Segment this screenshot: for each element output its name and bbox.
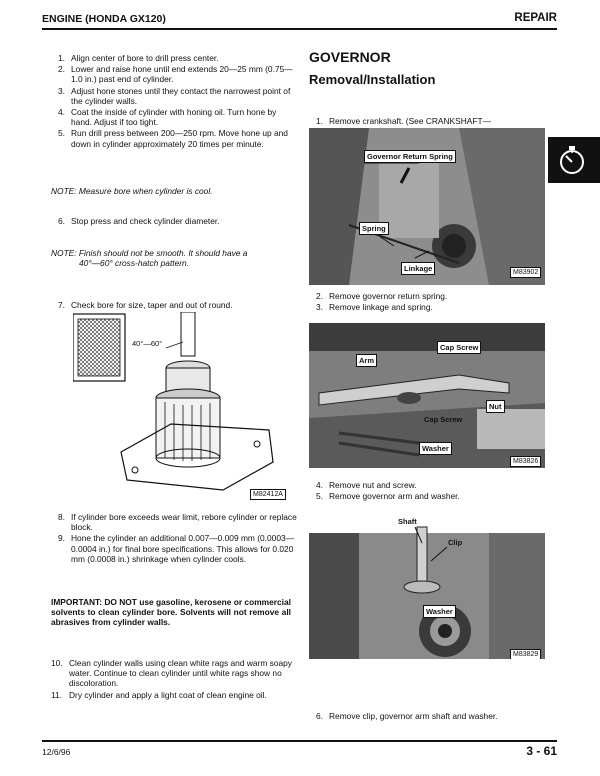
note-finish: NOTE: Finish should not be smooth. It should have a 40°—60° cross-hatch pattern. (51, 248, 248, 269)
list-item: 3. Remove linkage and spring. (316, 302, 433, 313)
photo-code: M83826 (510, 456, 541, 467)
label-linkage: Linkage (401, 262, 435, 275)
label-clip: Clip (448, 538, 463, 547)
photo-governor-shaft-image (309, 509, 545, 659)
step-6-left: 6. Stop press and check cylinder diameter. (58, 216, 220, 226)
photo-code: M83902 (510, 267, 541, 278)
list-item: 2. Lower and raise hone until end extends 20—25 mm (0.75—1.0 in.) past end of cylinder. (58, 64, 293, 85)
header-rule (42, 28, 557, 30)
photo-governor-spring (309, 128, 545, 285)
header-chapter-title: REPAIR (514, 12, 557, 24)
label-washer: Washer (423, 605, 456, 618)
photo-governor-arm (309, 323, 545, 468)
section-tab (548, 137, 600, 183)
list-item: 4. Coat the inside of cylinder with honing oil. Turn hone by hand. Adjust if too tight. (58, 107, 277, 128)
important-notice: IMPORTANT: DO NOT use gasoline, kerosene or commercial solvents to clean cylinder bore. Solvents will not remove all abrasives from cylinder walls. (51, 597, 291, 628)
list-item: 4. Remove nut and screw. (316, 480, 417, 490)
list-item: 9. Hone the cylinder an additional 0.007—0.009 mm (0.0003—0.0004 in.) for final bore specifications. This allows for 0.020 mm (0.0008 in.) shrinkage when cylinder cools. (58, 533, 295, 564)
photo-code: M83829 (510, 649, 541, 659)
label-spring: Spring (359, 222, 389, 235)
crosshatch-angle-label: 40°—60° (132, 339, 163, 348)
page-number: 3 - 61 (526, 744, 557, 758)
list-item: 3. Adjust hone stones until they contact the narrowest point of the cylinder walls. (58, 85, 291, 106)
label-nut: Nut (486, 400, 505, 413)
list-item: 8. If cylinder bore exceeds wear limit, rebore cylinder or replace block. (58, 512, 297, 533)
note-measure-bore: NOTE: Measure bore when cylinder is cool. (51, 186, 213, 196)
section-heading-governor: GOVERNOR (309, 49, 391, 65)
label-cap-screw-top: Cap Screw (437, 341, 481, 354)
cylinder-hone-illustration (73, 312, 285, 502)
governor-steps-2-3 (316, 291, 544, 312)
cylinder-hone-figure (73, 312, 285, 502)
step-1-right: 1. Remove crankshaft. (See CRANKSHAFT— (316, 116, 491, 127)
list-item: 10. Clean cylinder walls using clean white rags and warm soapy water. Continue to clean cylinder until white rags show no discoloration. (51, 658, 292, 689)
list-item: 5. Run drill press between 200—250 rpm. Move hone up and down in cylinder approximately 20 times per minute. (58, 128, 288, 149)
hone-steps-list-a (58, 53, 298, 149)
list-item: 1. Align center of bore to drill press center. (58, 53, 219, 63)
photo-governor-shaft (309, 509, 545, 659)
label-governor-return-spring: Governor Return Spring (364, 150, 456, 163)
hone-steps-list-c (51, 658, 299, 700)
footer-rule (42, 740, 557, 742)
governor-steps-4-5 (316, 480, 544, 501)
header-section-title: ENGINE (HONDA GX120) (42, 13, 166, 25)
footer-date: 12/6/96 (42, 747, 71, 757)
list-item: 11. Dry cylinder and apply a light coat of clean engine oil. (51, 689, 267, 700)
list-item: 5. Remove governor arm and washer. (316, 491, 460, 502)
stopwatch-icon (548, 137, 600, 183)
label-washer: Washer (419, 442, 452, 455)
label-cap-screw-lower: Cap Screw (424, 415, 463, 424)
list-item: 2. Remove governor return spring. (316, 291, 448, 301)
step-7-left: 7. Check bore for size, taper and out of round. (58, 300, 233, 311)
step-6-right: 6. Remove clip, governor arm shaft and washer. (316, 710, 498, 721)
hone-steps-list-b (58, 512, 298, 564)
section-subheading: Removal/Installation (309, 72, 436, 87)
label-shaft: Shaft (398, 517, 417, 526)
label-arm: Arm (356, 354, 377, 367)
figure-code: M82412A (250, 489, 286, 500)
